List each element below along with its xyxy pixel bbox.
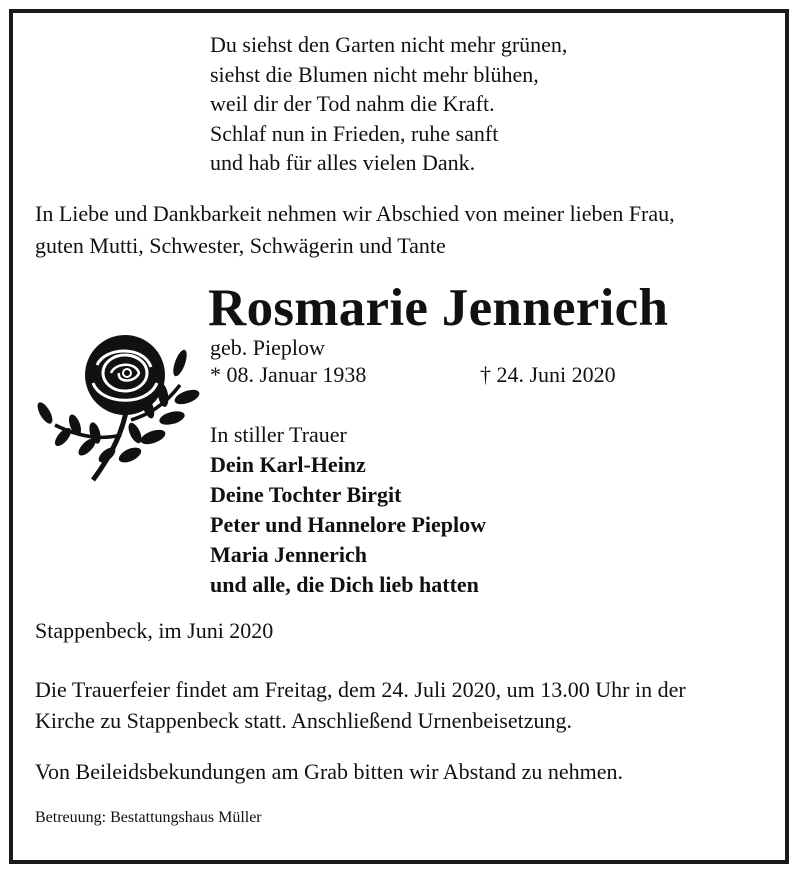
condolence-note: Von Beileidsbekundungen am Grab bitten wir Abstand zu nehmen.: [35, 759, 623, 784]
intro-text: [35, 198, 675, 262]
birth-name: geb. Pieplow: [210, 335, 325, 360]
poem-line: weil dir der Tod nahm die Kraft.: [210, 91, 495, 116]
mourner-name: und alle, die Dich lieb hatten: [210, 572, 479, 597]
mourners-heading: In stiller Trauer: [210, 422, 347, 447]
service-info: [35, 674, 686, 736]
mourner-name: Dein Karl-Heinz: [210, 452, 366, 477]
poem-line: siehst die Blumen nicht mehr blühen,: [210, 61, 539, 87]
mourner-name: Maria Jennerich: [210, 542, 368, 567]
deceased-name: Rosmarie Jennerich: [208, 279, 669, 337]
mourner-name: Peter und Hannelore Pieplow: [210, 512, 487, 537]
rose-icon: [35, 325, 200, 487]
service-line: Die Trauerfeier findet am Freitag, dem 24. Juli 2020, um 13.00 Uhr in der: [35, 677, 686, 702]
intro-line: In Liebe und Dankbarkeit nehmen wir Abschied von meiner lieben Frau,: [35, 201, 675, 226]
poem-line: Schlaf nun in Frieden, ruhe sanft: [210, 120, 499, 146]
poem-line: Du siehst den Garten nicht mehr grünen,: [210, 32, 568, 57]
poem-line: und hab für alles vielen Dank.: [210, 150, 476, 175]
mourner-name: Deine Tochter Birgit: [210, 482, 402, 507]
intro-line: guten Mutti, Schwester, Schwägerin und Tante: [35, 233, 446, 258]
place-date: Stappenbeck, im Juni 2020: [35, 618, 274, 643]
death-date: † 24. Juni 2020: [480, 362, 616, 387]
funeral-home-credit: Betreuung: Bestattungshaus Müller: [35, 809, 262, 826]
birth-date: * 08. Januar 1938: [210, 362, 367, 387]
service-line: Kirche zu Stappenbeck statt. Anschließend Urnenbeisetzung.: [35, 708, 573, 733]
poem: [210, 30, 567, 178]
mourners: [210, 420, 486, 600]
